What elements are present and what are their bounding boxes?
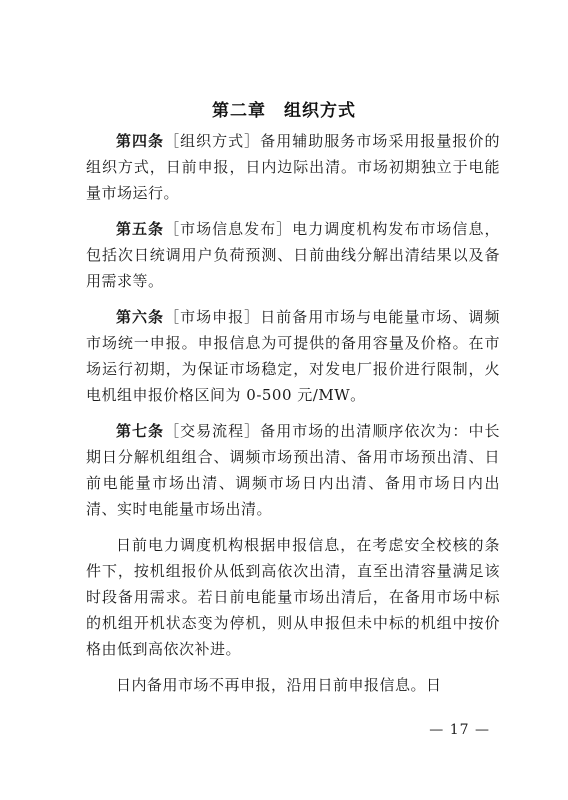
article-6 xyxy=(86,304,500,408)
article-text: 备用市场的出清顺序依次为：中长期日分解机组组合、调频市场预出清、备用市场预出清、日前电能量市场出清、调频市场日内出清、备用市场日内出清、实时电能量市场出清。 xyxy=(86,422,500,518)
article-label: 第四条 xyxy=(116,132,165,150)
paragraph: 日前电力调度机构根据申报信息，在考虑安全校核的条件下，按机组报价从低到高依次出清，直至出清容量满足该时段备用需求。若日前电能量市场出清后，在备用市场中标的机组开机状态变为停机，则从申报但未中标的机组中按价格由低到高依次补进。 xyxy=(86,536,500,658)
article-bracket: ［市场申报］ xyxy=(164,308,261,326)
article-4 xyxy=(86,128,500,206)
article-bracket: ［市场信息发布］ xyxy=(164,220,293,238)
article-7 xyxy=(86,418,500,522)
chapter-title: 第二章 组织方式 xyxy=(212,101,356,121)
article-text: 日前备用市场与电能量市场、调频市场统一申报。申报信息为可提供的备用容量及价格。在市场运行初期，为保证市场稳定，对发电厂报价进行限制，火电机组申报价格区间为 0-500 元/MW。 xyxy=(86,308,500,404)
article-label: 第五条 xyxy=(116,220,165,238)
article-bracket: ［组织方式］ xyxy=(164,132,261,150)
article-label: 第六条 xyxy=(116,308,165,326)
document-body xyxy=(86,128,500,708)
article-5 xyxy=(86,216,500,294)
article-text: 备用辅助服务市场采用报量报价的组织方式，日前申报，日内边际出清。市场初期独立于电能量市场运行。 xyxy=(86,132,500,202)
page-number: — 17 — xyxy=(429,722,490,738)
paragraph: 日内备用市场不再申报，沿用日前申报信息。日 xyxy=(116,676,442,694)
article-bracket: ［交易流程］ xyxy=(164,422,261,440)
article-label: 第七条 xyxy=(116,422,165,440)
article-text: 电力调度机构发布市场信息，包括次日统调用户负荷预测、日前曲线分解出清结果以及备用需求等。 xyxy=(86,220,500,290)
